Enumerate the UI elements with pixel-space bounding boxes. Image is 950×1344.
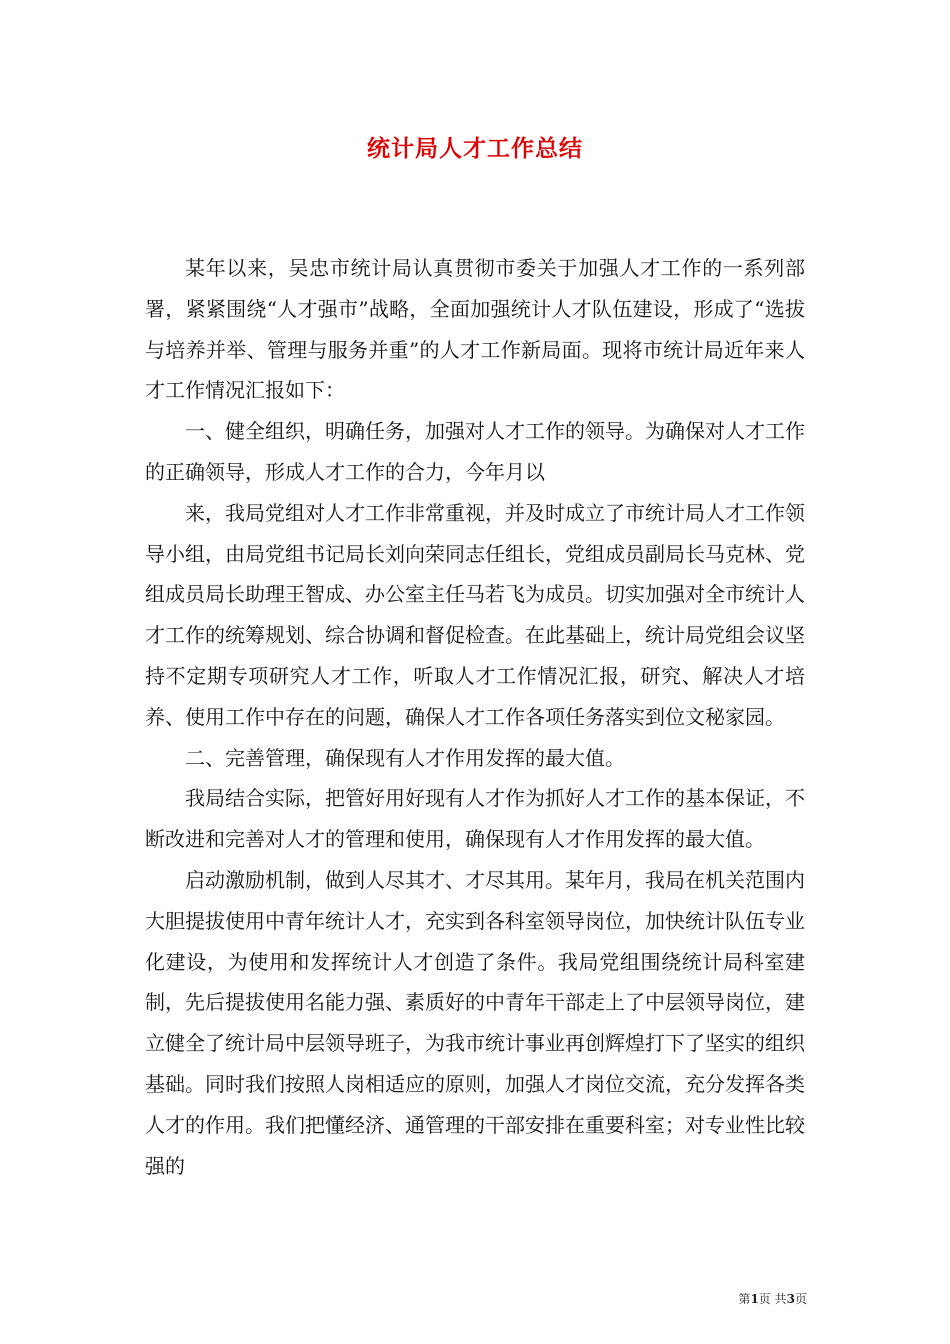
footer-total-pages: 3 [786, 1292, 795, 1306]
document-title: 统计局人才工作总结 [367, 135, 583, 162]
paragraph-section-1-body: 来，我局党组对人才工作非常重视，并及时成立了市统计局人才工作领导小组，由局党组书记局长刘向荣同志任组长，党组成员副局长马克林、党组成员局长助理王智成、办公室主任马若飞为成员。切实加强对全市统计人才工作的统筹规划、综合协调和督促检查。在此基础上，统计局党组会议坚持不定期专项研究人才工作，听取人才工作情况汇报，研究、解决人才培养、使用工作中存在的问题，确保人才工作各项任务落实到位文秘家园。 [145, 500, 805, 729]
footer-middle: 页 共 [758, 1292, 787, 1306]
footer-current-page: 1 [750, 1292, 759, 1306]
paragraph-incentive: 启动激励机制，做到人尽其才、才尽其用。某年月，我局在机关范围内大胆提拔使用中青年统计人才，充实到各科室领导岗位，加快统计队伍专业化建设，为使用和发挥统计人才创造了条件。我局党组围绕统计局科室建制，先后提拔使用名能力强、素质好的中青年干部走上了中层领导岗位，建立健全了统计局中层领导班子，为我市统计事业再创辉煌打下了坚实的组织基础。同时我们按照人岗相适应的原则，加强人才岗位交流，充分发挥各类人才的作用。我们把懂经济、通管理的干部安排在重要科室；对专业性比较强的 [145, 867, 805, 1178]
footer-suffix: 页 [794, 1292, 807, 1306]
page-number-footer [738, 1290, 807, 1307]
paragraph-section-1-heading: 一、健全组织，明确任务，加强对人才工作的领导。为确保对人才工作的正确领导，形成人才工作的合力，今年月以 [145, 419, 805, 484]
footer-prefix: 第 [738, 1292, 751, 1306]
paragraph-section-2-body: 我局结合实际，把管好用好现有人才作为抓好人才工作的基本保证，不断改进和完善对人才的管理和使用，确保现有人才作用发挥的最大值。 [145, 786, 805, 852]
paragraph-section-2-heading: 二、完善管理，确保现有人才作用发挥的最大值。 [185, 745, 625, 770]
document-body [145, 248, 805, 1186]
paragraph-intro: 某年以来，吴忠市统计局认真贯彻市委关于加强人才工作的一系列部署，紧紧围绕“人才强市”战略，全面加强统计人才队伍建设，形成了“选拔与培养并举、管理与服务并重”的人才工作新局面。现将市统计局近年来人才工作情况汇报如下： [145, 256, 805, 403]
